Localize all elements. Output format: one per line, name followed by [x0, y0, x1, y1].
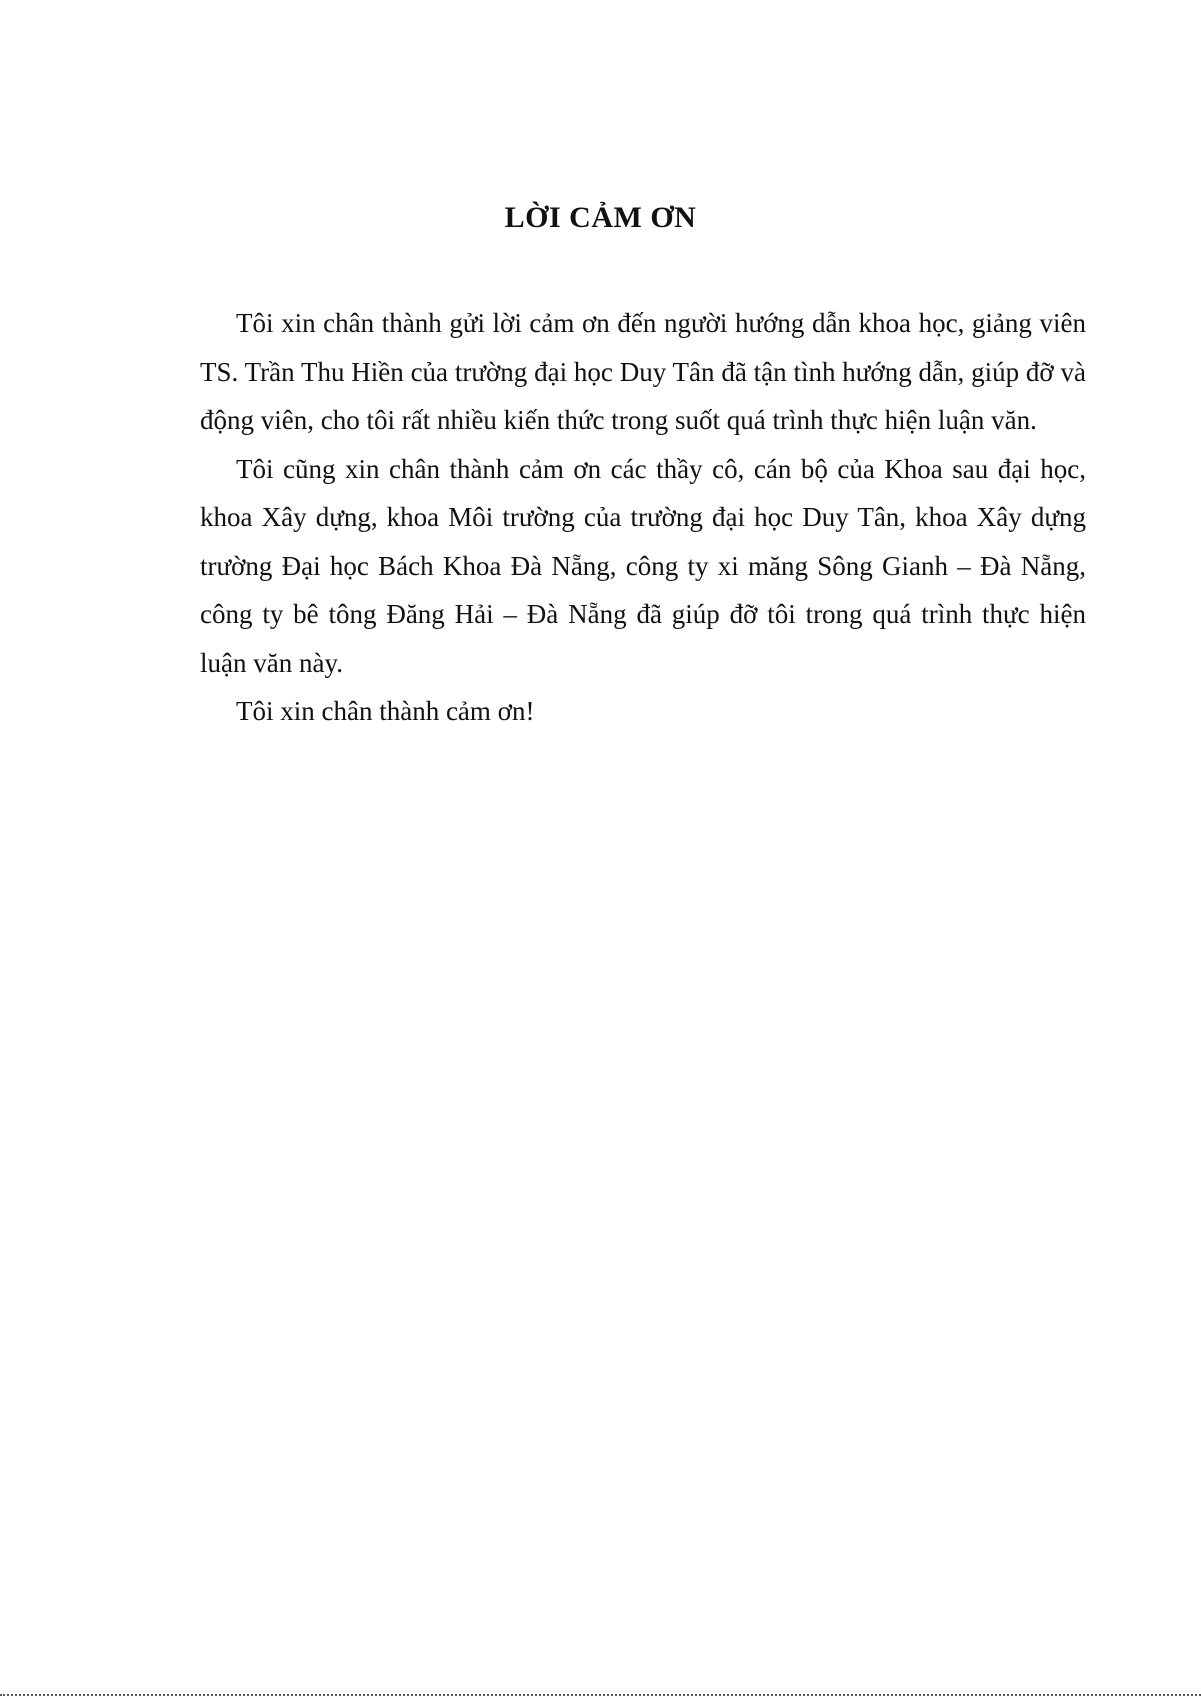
paragraph-closing: Tôi xin chân thành cảm ơn! — [236, 696, 535, 726]
paragraph-institution-thanks: Tôi cũng xin chân thành cảm ơn các thầy cô, cán bộ của Khoa sau đại học, khoa Xây dựng, khoa Môi trường của trường đại học Duy Tân, khoa Xây dựng trường Đại học Bách Khoa Đà Nẵng, công ty xi măng Sông Gianh – Đà Nẵng, công ty bê tông Đăng Hải – Đà Nẵng đã giúp đỡ tôi trong quá trình thực hiện luận văn này. — [200, 453, 1086, 678]
page-bottom-divider — [0, 1694, 1201, 1698]
page-title: LỜI CẢM ƠN — [504, 201, 697, 234]
acknowledgement-body — [200, 299, 1086, 736]
paragraph-supervisor-thanks: Tôi xin chân thành gửi lời cảm ơn đến người hướng dẫn khoa học, giảng viên TS. Trần Thu Hiền của trường đại học Duy Tân đã tận tình hướng dẫn, giúp đỡ và động viên, cho tôi rất nhiều kiến thức trong suốt quá trình thực hiện luận văn. — [200, 308, 1086, 435]
